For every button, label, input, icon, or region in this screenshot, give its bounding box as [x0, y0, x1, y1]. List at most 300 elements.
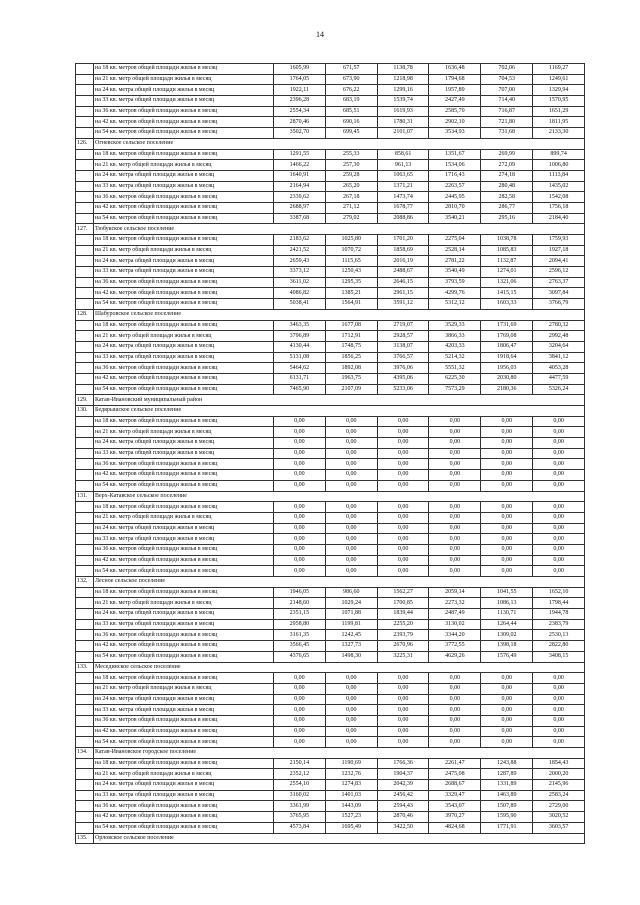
row-number-cell — [76, 74, 94, 85]
value-cell: 1243,88 — [481, 758, 533, 769]
value-cell: 1274,01 — [481, 267, 533, 278]
row-label: на 33 кв. метра общей площади жилья в месяц — [94, 705, 274, 716]
table-row — [76, 555, 585, 566]
row-label: на 36 кв. метров общей площади жилья в месяц — [94, 715, 274, 726]
value-cell: 3766,57 — [377, 352, 429, 363]
table-row — [76, 523, 585, 534]
value-cell: 5233,06 — [377, 384, 429, 395]
table-row — [76, 64, 585, 75]
value-cell: 2870,46 — [377, 812, 429, 823]
value-cell: 1138,78 — [377, 64, 429, 75]
value-cell: 0,00 — [533, 480, 585, 491]
value-cell: 1291,55 — [274, 149, 326, 160]
value-cell: 0,00 — [429, 544, 481, 555]
value-cell: 0,00 — [481, 715, 533, 726]
section-row — [76, 577, 585, 588]
value-cell: 4203,33 — [429, 341, 481, 352]
value-cell: 2094,41 — [533, 256, 585, 267]
value-cell: 286,77 — [481, 202, 533, 213]
value-cell: 0,00 — [325, 683, 377, 694]
row-label: на 18 кв. метров общей площади жилья в месяц — [94, 416, 274, 427]
value-cell: 2275,04 — [429, 235, 481, 246]
value-cell: 1603,33 — [481, 299, 533, 310]
table-row — [76, 512, 585, 523]
row-number-cell — [76, 352, 94, 363]
value-cell: 0,00 — [274, 555, 326, 566]
row-number-cell — [76, 534, 94, 545]
value-cell: 4086,82 — [274, 288, 326, 299]
value-cell: 0,00 — [325, 715, 377, 726]
value-cell: 707,00 — [481, 85, 533, 96]
value-cell: 2088,86 — [377, 213, 429, 224]
section-name: Шабуровское сельское поселение — [94, 309, 585, 320]
row-number-cell — [76, 128, 94, 139]
value-cell: 1309,02 — [481, 630, 533, 641]
value-cell: 1595,90 — [481, 812, 533, 823]
value-cell: 0,00 — [274, 694, 326, 705]
value-cell: 1605,99 — [274, 64, 326, 75]
value-cell: 1956,03 — [481, 363, 533, 374]
section-number: 131. — [76, 491, 94, 502]
value-cell: 0,00 — [377, 470, 429, 481]
value-cell: 0,00 — [481, 534, 533, 545]
table-row — [76, 651, 585, 662]
value-cell: 1712,91 — [325, 331, 377, 342]
value-cell: 3591,12 — [377, 299, 429, 310]
section-number: 135. — [76, 833, 94, 844]
value-cell: 0,00 — [377, 726, 429, 737]
table-row — [76, 769, 585, 780]
value-cell: 0,00 — [429, 566, 481, 577]
value-cell: 2263,57 — [429, 181, 481, 192]
value-cell: 295,16 — [481, 213, 533, 224]
row-label: на 24 кв. метра общей площади жилья в месяц — [94, 609, 274, 620]
section-row — [76, 138, 585, 149]
value-cell: 1086,13 — [481, 598, 533, 609]
value-cell: 716,87 — [481, 106, 533, 117]
table-row — [76, 245, 585, 256]
row-number-cell — [76, 192, 94, 203]
value-cell: 1534,06 — [429, 160, 481, 171]
value-cell: 1218,98 — [377, 74, 429, 85]
table-row — [76, 502, 585, 513]
value-cell: 1771,91 — [481, 822, 533, 833]
table-row — [76, 331, 585, 342]
value-cell: 0,00 — [429, 683, 481, 694]
value-cell: 2351,15 — [274, 609, 326, 620]
table-row — [76, 74, 585, 85]
value-cell: 3422,50 — [377, 822, 429, 833]
value-cell: 2928,57 — [377, 331, 429, 342]
value-cell: 1249,61 — [533, 74, 585, 85]
value-cell: 267,18 — [325, 192, 377, 203]
value-cell: 2670,96 — [377, 641, 429, 652]
row-label: на 33 кв. метра общей площади жилья в месяц — [94, 790, 274, 801]
value-cell: 3841,12 — [533, 352, 585, 363]
row-label: на 54 кв. метров общей площади жилья в месяц — [94, 737, 274, 748]
value-cell: 3020,52 — [533, 812, 585, 823]
row-label: на 24 кв. метра общей площади жилья в месяц — [94, 256, 274, 267]
section-number: 128. — [76, 309, 94, 320]
value-cell: 2383,79 — [533, 619, 585, 630]
value-cell: 257,30 — [325, 160, 377, 171]
table-row — [76, 373, 585, 384]
value-cell: 2445,95 — [429, 192, 481, 203]
value-cell: 0,00 — [429, 427, 481, 438]
value-cell: 1038,78 — [481, 235, 533, 246]
row-label: на 33 кв. метра общей площади жилья в месяц — [94, 352, 274, 363]
value-cell: 0,00 — [325, 416, 377, 427]
value-cell: 986,60 — [325, 587, 377, 598]
section-number: 134. — [76, 748, 94, 759]
value-cell: 1677,08 — [325, 320, 377, 331]
row-number-cell — [76, 202, 94, 213]
value-cell: 1507,89 — [481, 801, 533, 812]
section-number: 126. — [76, 138, 94, 149]
table-row — [76, 673, 585, 684]
value-cell: 1854,43 — [533, 758, 585, 769]
row-number-cell — [76, 683, 94, 694]
table-row — [76, 363, 585, 374]
table-row — [76, 737, 585, 748]
row-label: на 42 кв. метров общей площади жилья в месяц — [94, 288, 274, 299]
value-cell: 1199,81 — [325, 619, 377, 630]
section-row — [76, 748, 585, 759]
value-cell: 0,00 — [533, 683, 585, 694]
value-cell: 0,00 — [533, 534, 585, 545]
table-row — [76, 438, 585, 449]
value-cell: 1071,88 — [325, 609, 377, 620]
value-cell: 1113,84 — [533, 170, 585, 181]
row-number-cell — [76, 609, 94, 620]
row-label: на 54 кв. метров общей площади жилья в месяц — [94, 822, 274, 833]
row-label: на 21 кв. метр общей площади жилья в месяц — [94, 598, 274, 609]
table-row — [76, 181, 585, 192]
value-cell: 0,00 — [533, 726, 585, 737]
value-cell: 0,00 — [481, 555, 533, 566]
value-cell: 1542,08 — [533, 192, 585, 203]
value-cell: 2255,20 — [377, 619, 429, 630]
row-number-cell — [76, 149, 94, 160]
value-cell: 1564,91 — [325, 299, 377, 310]
value-cell: 271,12 — [325, 202, 377, 213]
value-cell: 0,00 — [533, 502, 585, 513]
row-label: на 42 кв. метров общей площади жилья в месяц — [94, 470, 274, 481]
value-cell: 2729,00 — [533, 801, 585, 812]
value-cell: 702,06 — [481, 64, 533, 75]
row-number-cell — [76, 641, 94, 652]
value-cell: 259,28 — [325, 170, 377, 181]
value-cell: 3160,02 — [274, 790, 326, 801]
row-number-cell — [76, 790, 94, 801]
section-row — [76, 833, 585, 844]
section-number: 129. — [76, 395, 94, 406]
table-row — [76, 160, 585, 171]
value-cell: 0,00 — [481, 459, 533, 470]
row-label: на 33 кв. метра общей площади жилья в месяц — [94, 96, 274, 107]
value-cell: 0,00 — [429, 555, 481, 566]
table-row — [76, 128, 585, 139]
value-cell: 0,00 — [274, 523, 326, 534]
value-cell: 6131,71 — [274, 373, 326, 384]
value-cell: 1085,83 — [481, 245, 533, 256]
value-cell: 1918,64 — [481, 352, 533, 363]
row-label: на 21 кв. метр общей площади жилья в месяц — [94, 427, 274, 438]
value-cell: 0,00 — [481, 726, 533, 737]
table-row — [76, 85, 585, 96]
value-cell: 1264,44 — [481, 619, 533, 630]
row-number-cell — [76, 694, 94, 705]
value-cell: 4629,26 — [429, 651, 481, 662]
value-cell: 2688,97 — [274, 202, 326, 213]
value-cell: 1169,27 — [533, 64, 585, 75]
row-label: на 33 кв. метра общей площади жилья в месяц — [94, 448, 274, 459]
section-name: Верх-Катавское сельское поселение — [94, 491, 585, 502]
row-label: на 21 кв. метр общей площади жилья в месяц — [94, 683, 274, 694]
value-cell: 3603,57 — [533, 822, 585, 833]
value-cell: 3329,47 — [429, 790, 481, 801]
row-label: на 36 кв. метров общей площади жилья в месяц — [94, 106, 274, 117]
value-cell: 0,00 — [481, 470, 533, 481]
row-label: на 21 кв. метр общей площади жилья в месяц — [94, 74, 274, 85]
value-cell: 2164,94 — [274, 181, 326, 192]
row-number-cell — [76, 320, 94, 331]
value-cell: 0,00 — [377, 737, 429, 748]
table-row — [76, 170, 585, 181]
value-cell: 1063,65 — [377, 170, 429, 181]
value-cell: 0,00 — [533, 416, 585, 427]
value-cell: 0,00 — [377, 427, 429, 438]
value-cell: 2763,37 — [533, 277, 585, 288]
value-cell: 0,00 — [274, 726, 326, 737]
value-cell: 1700,85 — [377, 598, 429, 609]
row-number-cell — [76, 256, 94, 267]
table-row — [76, 609, 585, 620]
value-cell: 3529,33 — [429, 320, 481, 331]
value-cell: 1130,71 — [481, 609, 533, 620]
table-row — [76, 822, 585, 833]
row-label: на 18 кв. метров общей площади жилья в месяц — [94, 235, 274, 246]
row-number-cell — [76, 480, 94, 491]
value-cell: 5312,12 — [429, 299, 481, 310]
value-cell: 0,00 — [377, 459, 429, 470]
value-cell: 2646,15 — [377, 277, 429, 288]
value-cell: 3344,20 — [429, 630, 481, 641]
value-cell: 1295,35 — [325, 277, 377, 288]
value-cell: 3866,33 — [429, 331, 481, 342]
row-number-cell — [76, 459, 94, 470]
value-cell: 2475,08 — [429, 769, 481, 780]
row-number-cell — [76, 373, 94, 384]
value-cell: 0,00 — [481, 737, 533, 748]
row-label: на 42 кв. метров общей площади жилья в месяц — [94, 812, 274, 823]
value-cell: 1636,48 — [429, 64, 481, 75]
row-number-cell — [76, 555, 94, 566]
section-number: 132. — [76, 577, 94, 588]
value-cell: 2101,07 — [377, 128, 429, 139]
section-number: 127. — [76, 224, 94, 235]
table-row — [76, 320, 585, 331]
table-row — [76, 470, 585, 481]
row-number-cell — [76, 812, 94, 823]
value-cell: 0,00 — [274, 427, 326, 438]
value-cell: 1927,18 — [533, 245, 585, 256]
value-cell: 2183,62 — [274, 235, 326, 246]
value-cell: 1576,49 — [481, 651, 533, 662]
row-number-cell — [76, 544, 94, 555]
value-cell: 0,00 — [377, 555, 429, 566]
value-cell: 2352,12 — [274, 769, 326, 780]
value-cell: 1190,69 — [325, 758, 377, 769]
table-row — [76, 341, 585, 352]
value-cell: 1963,75 — [325, 373, 377, 384]
row-label: на 24 кв. метра общей площади жилья в месяц — [94, 780, 274, 791]
value-cell: 1435,02 — [533, 181, 585, 192]
value-cell: 0,00 — [325, 512, 377, 523]
value-cell: 0,00 — [325, 480, 377, 491]
value-cell: 1371,21 — [377, 181, 429, 192]
value-cell: 1398,18 — [481, 641, 533, 652]
row-number-cell — [76, 85, 94, 96]
value-cell: 1957,89 — [429, 85, 481, 96]
table-row — [76, 352, 585, 363]
value-cell: 1232,76 — [325, 769, 377, 780]
value-cell: 3387,68 — [274, 213, 326, 224]
value-cell: 0,00 — [533, 512, 585, 523]
value-cell: 0,00 — [429, 673, 481, 684]
row-number-cell — [76, 96, 94, 107]
table-row — [76, 758, 585, 769]
table-row — [76, 213, 585, 224]
value-cell: 1329,94 — [533, 85, 585, 96]
value-cell: 0,00 — [377, 694, 429, 705]
value-cell: 274,18 — [481, 170, 533, 181]
value-cell: 0,00 — [377, 502, 429, 513]
value-cell: 1287,89 — [481, 769, 533, 780]
value-cell: 1651,29 — [533, 106, 585, 117]
table-row — [76, 544, 585, 555]
value-cell: 1619,93 — [377, 106, 429, 117]
value-cell: 0,00 — [429, 737, 481, 748]
value-cell: 2583,24 — [533, 790, 585, 801]
value-cell: 0,00 — [481, 523, 533, 534]
value-cell: 1463,89 — [481, 790, 533, 801]
value-cell: 3765,95 — [274, 812, 326, 823]
row-number-cell — [76, 801, 94, 812]
section-name: Тюбукское сельское поселение — [94, 224, 585, 235]
value-cell: 0,00 — [533, 427, 585, 438]
value-cell: 0,00 — [377, 705, 429, 716]
value-cell: 1562,27 — [377, 587, 429, 598]
value-cell: 1904,37 — [377, 769, 429, 780]
section-name: Катав-Ивановское городское поселение — [94, 748, 585, 759]
value-cell: 3611,02 — [274, 277, 326, 288]
value-cell: 0,00 — [429, 523, 481, 534]
value-cell: 0,00 — [533, 459, 585, 470]
row-number-cell — [76, 502, 94, 513]
table-row — [76, 384, 585, 395]
value-cell: 0,00 — [274, 673, 326, 684]
value-cell: 1748,75 — [325, 341, 377, 352]
section-row — [76, 491, 585, 502]
value-cell: 0,00 — [429, 512, 481, 523]
value-cell: 2958,80 — [274, 619, 326, 630]
value-cell: 1780,31 — [377, 117, 429, 128]
section-number: 133. — [76, 662, 94, 673]
value-cell: 5131,08 — [274, 352, 326, 363]
section-row — [76, 309, 585, 320]
table-row — [76, 534, 585, 545]
row-label: на 24 кв. метра общей площади жилья в месяц — [94, 694, 274, 705]
value-cell: 0,00 — [429, 416, 481, 427]
section-name: Катав-Ивановский муниципальный район — [94, 395, 585, 406]
table-row — [76, 619, 585, 630]
value-cell: 0,00 — [481, 694, 533, 705]
value-cell: 4130,44 — [274, 341, 326, 352]
row-label: на 54 кв. метров общей площади жилья в месяц — [94, 299, 274, 310]
value-cell: 1299,16 — [377, 85, 429, 96]
row-number-cell — [76, 106, 94, 117]
value-cell: 3502,70 — [274, 128, 326, 139]
value-cell: 0,00 — [274, 480, 326, 491]
tariff-table — [75, 63, 585, 844]
value-cell: 1678,77 — [377, 202, 429, 213]
value-cell: 279,02 — [325, 213, 377, 224]
value-cell: 0,00 — [325, 502, 377, 513]
value-cell: 1466,22 — [274, 160, 326, 171]
value-cell: 0,00 — [325, 544, 377, 555]
row-label: на 18 кв. метров общей площади жилья в месяц — [94, 758, 274, 769]
value-cell: 0,00 — [481, 566, 533, 577]
value-cell: 1701,20 — [377, 235, 429, 246]
value-cell: 2016,19 — [377, 256, 429, 267]
value-cell: 2180,36 — [481, 384, 533, 395]
value-cell: 0,00 — [481, 438, 533, 449]
value-cell: 0,00 — [274, 448, 326, 459]
row-number-cell — [76, 299, 94, 310]
row-number-cell — [76, 341, 94, 352]
value-cell: 0,00 — [533, 737, 585, 748]
table-row — [76, 630, 585, 641]
value-cell: 704,53 — [481, 74, 533, 85]
value-cell: 1766,36 — [377, 758, 429, 769]
row-label: на 42 кв. метров общей площади жилья в месяц — [94, 641, 274, 652]
row-label: на 36 кв. метров общей площади жилья в месяц — [94, 630, 274, 641]
value-cell: 0,00 — [429, 502, 481, 513]
value-cell: 0,00 — [481, 448, 533, 459]
value-cell: 0,00 — [481, 683, 533, 694]
value-cell: 2421,52 — [274, 245, 326, 256]
value-cell: 4573,84 — [274, 822, 326, 833]
value-cell: 3970,27 — [429, 812, 481, 823]
page-number: 14 — [316, 30, 324, 39]
row-label: на 24 кв. метра общей площади жилья в месяц — [94, 438, 274, 449]
value-cell: 2150,14 — [274, 758, 326, 769]
table-row — [76, 416, 585, 427]
value-cell: 2528,14 — [429, 245, 481, 256]
value-cell: 5464,62 — [274, 363, 326, 374]
value-cell: 0,00 — [274, 438, 326, 449]
row-label: на 21 кв. метр общей площади жилья в месяц — [94, 331, 274, 342]
value-cell: 1570,95 — [533, 96, 585, 107]
value-cell: 0,00 — [325, 673, 377, 684]
value-cell: 0,00 — [533, 715, 585, 726]
row-label: на 42 кв. метров общей площади жилья в месяц — [94, 202, 274, 213]
value-cell: 2554,10 — [274, 780, 326, 791]
row-number-cell — [76, 715, 94, 726]
value-cell: 2133,30 — [533, 128, 585, 139]
value-cell: 2596,12 — [533, 267, 585, 278]
